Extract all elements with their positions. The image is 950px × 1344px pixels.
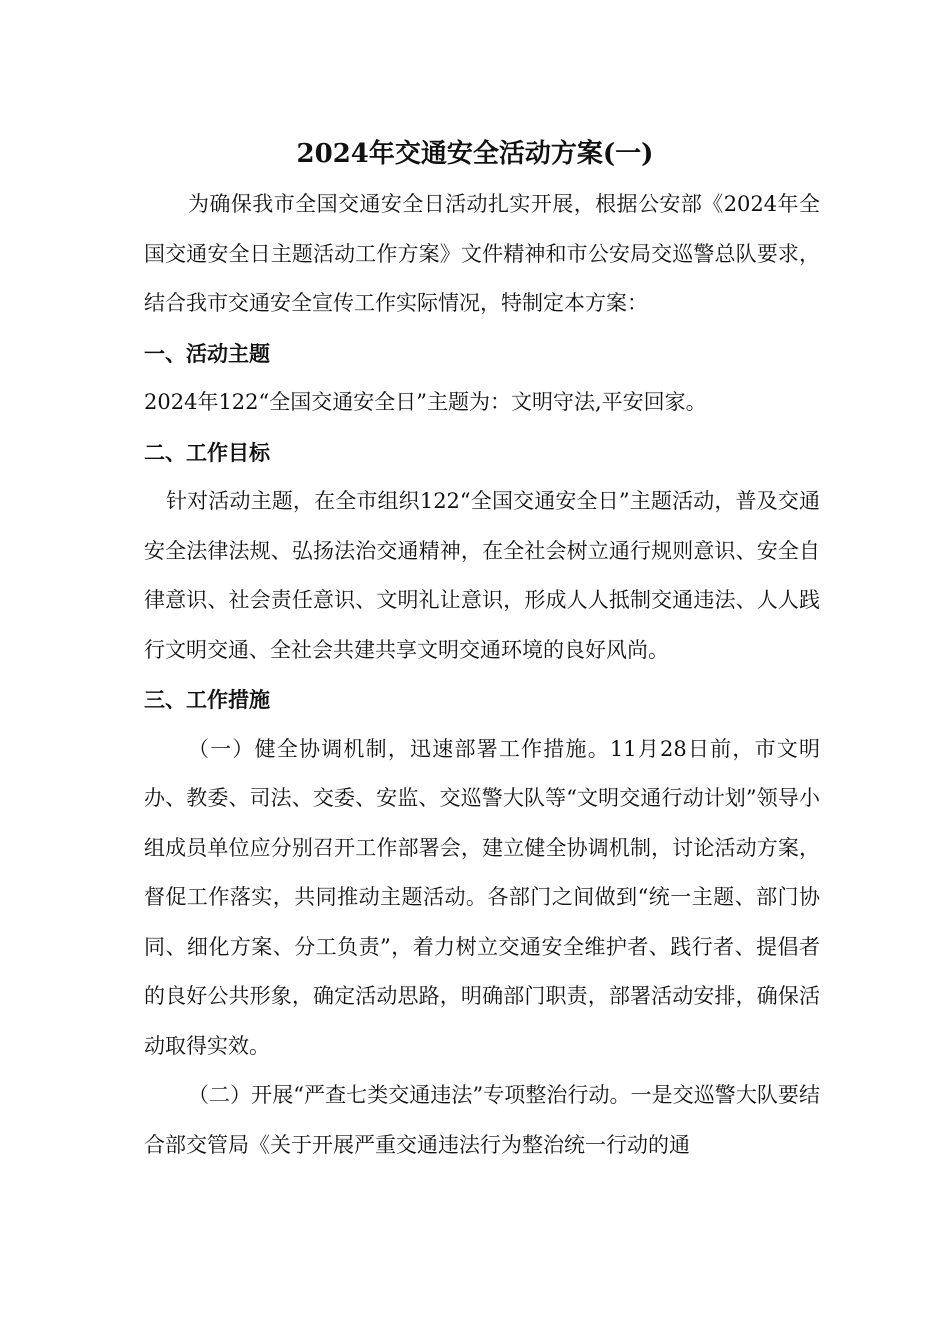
- section-heading-goals: 二、工作目标: [144, 439, 270, 465]
- document-body: [144, 180, 820, 1170]
- section-heading-theme: 一、活动主题: [144, 340, 270, 366]
- intro-paragraph: 为确保我市全国交通安全日活动扎实开展，根据公安部《2024年全国交通安全日主题活动工作方案》文件精神和市公安局交巡警总队要求，结合我市交通安全宣传工作实际情况，特制定本方案：: [144, 192, 820, 315]
- theme-paragraph: 2024年122“全国交通安全日”主题为：文明守法,平安回家。: [144, 390, 707, 414]
- measure-paragraph-2: （二）开展“严查七类交通违法”专项整治行动。一是交巡警大队要结合部交管局《关于开展严重交通违法行为整治统一行动的通: [144, 1083, 820, 1157]
- section-heading-measures: 三、工作措施: [144, 687, 270, 712]
- document-title: 2024年交通安全活动方案(一): [296, 139, 654, 169]
- measure-paragraph-1: （一）健全协调机制，迅速部署工作措施。11月28日前，市文明办、教委、司法、交委、安监、交巡警大队等“文明交通行动计划”领导小组成员单位应分别召开工作部署会，建立健全协调机制，讨论活动方案，督促工作落实，共同推动主题活动。各部门之间做到“统一主题、部门协同、细化方案、分工负责”，着力树立交通安全维护者、践行者、提倡者的良好公共形象，确定活动思路，明确部门职责，部署活动安排，确保活动取得实效。: [144, 736, 820, 1058]
- goals-paragraph: 针对活动主题，在全市组织122“全国交通安全日”主题活动，普及交通安全法律法规、弘扬法治交通精神，在全社会树立通行规则意识、安全自律意识、社会责任意识、文明礼让意识，形成人人抵制交通违法、人人践行文明交通、全社会共建共享文明交通环境的良好风尚。: [144, 489, 820, 662]
